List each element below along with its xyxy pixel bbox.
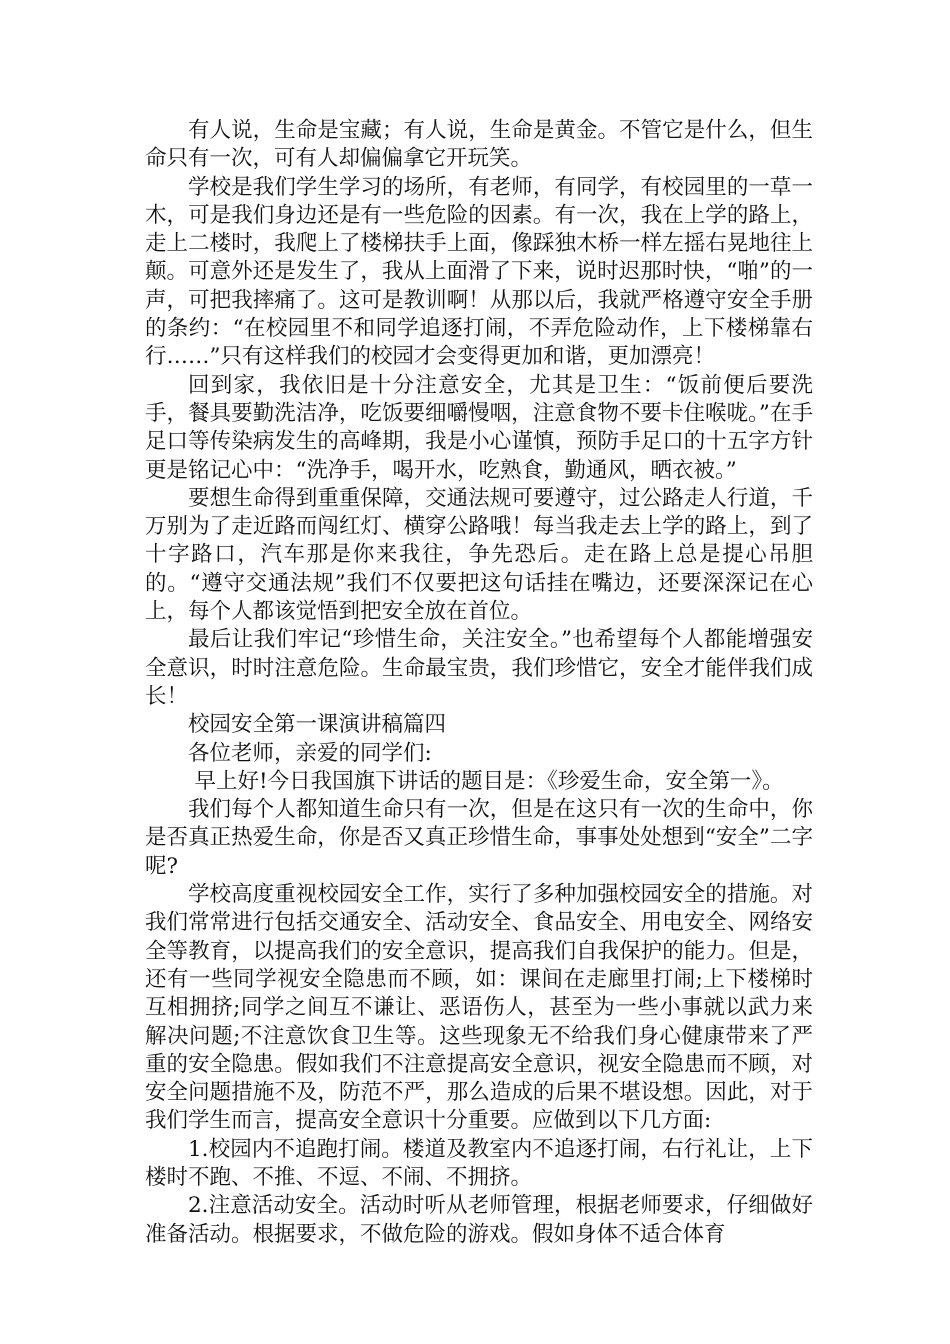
paragraph-5: 最后让我们牢记“珍惜生命，关注安全。”也希望每个人都能增强安全意识，时时注意危险。生命最宝贵，我们珍惜它，安全才能伴我们成长！	[145, 627, 813, 709]
paragraph-1: 有人说，生命是宝藏；有人说，生命是黄金。不管它是什么，但生命只有一次，可有人却偏偏拿它开玩笑。	[145, 118, 813, 172]
list-item-1: 1.校园内不追跑打闹。楼道及教室内不追逐打闹，右行礼让，上下楼时不跑、不推、不逗、不闹、不拥挤。	[145, 1136, 813, 1190]
list-item-2: 2.注意活动安全。活动时听从老师管理，根据老师要求，仔细做好准备活动。根据要求，不做危险的游戏。假如身体不适合体育	[145, 1193, 813, 1247]
paragraph-4: 要想生命得到重重保障，交通法规可要遵守，过公路走人行道，千万别为了走近路而闯红灯、横穿公路哦！每当我走去上学的路上，到了十字路口，汽车那是你来我往，争先恐后。走在路上总是提心吊胆的。“遵守交通法规”我们不仅要把这句话挂在嘴边，还要深深记在心上，每个人都该觉悟到把安全放在首位。	[145, 485, 813, 625]
paragraph-3: 回到家，我依旧是十分注意安全，尤其是卫生：“饭前便后要洗手，餐具要勤洗洁净，吃饭要细嚼慢咽，注意食物不要卡住喉咙。”在手足口等传染病发生的高峰期，我是小心谨慎，预防手足口的十五字方针更是铭记心中：“洗净手，喝开水，吃熟食，勤通风，晒衣被。”	[145, 372, 813, 483]
document-body	[145, 117, 813, 1249]
section-title: 校园安全第一课演讲稿篇四	[188, 712, 447, 738]
salutation: 各位老师，亲爱的同学们:	[188, 740, 432, 766]
paragraph-2: 学校是我们学生学习的场所，有老师，有同学，有校园里的一草一木，可是我们身边还是有一些危险的因素。有一次，我在上学的路上，走上二楼时，我爬上了楼梯扶手上面，像踩独木桥一样左摇右晃地往上颠。可意外还是发生了，我从上面滑了下来，说时迟那时快，“啪”的一声，可把我摔痛了。这可是教训啊！从那以后，我就严格遵守安全手册的条约：“在校园里不和同学追逐打闹，不弄危险动作，上下楼梯靠右行……”只有这样我们的校园才会变得更加和谐，更加漂亮！	[145, 174, 813, 370]
paragraph-7: 学校高度重视校园安全工作，实行了多种加强校园安全的措施。对我们常常进行包括交通安全、活动安全、食品安全、用电安全、网络安全等教育，以提高我们的安全意识，提高我们自我保护的能力。但是，还有一些同学视安全隐患而不顾，如：课间在走廊里打闹;上下楼梯时互相拥挤;同学之间互不谦让、恶语伤人，甚至为一些小事就以武力来解决问题;不注意饮食卫生等。这些现象无不给我们身心健康带来了严重的安全隐患。假如我们不注意提高安全意识，视安全隐患而不顾，对安全问题措施不及，防范不严，那么造成的后果不堪设想。因此，对于我们学生而言，提高安全意识十分重要。应做到以下几方面:	[145, 882, 813, 1134]
greeting: 早上好!今日我国旗下讲话的题目是：《珍爱生命，安全第一》。	[194, 768, 784, 794]
paragraph-6: 我们每个人都知道生命只有一次，但是在这只有一次的生命中，你是否真正热爱生命，你是否又真正珍惜生命，事事处处想到“安全”二字呢?	[145, 797, 813, 879]
